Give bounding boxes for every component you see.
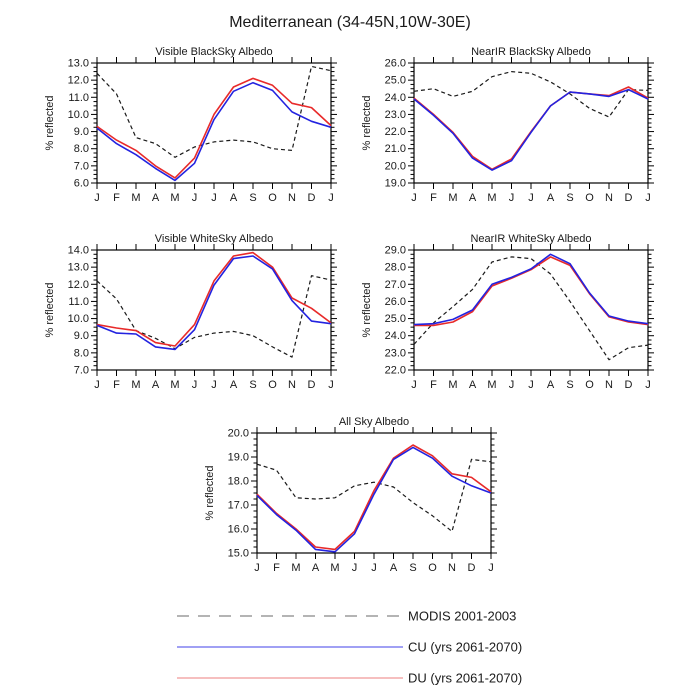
month-axis-label: A <box>229 379 238 391</box>
series-line-du <box>257 445 491 549</box>
chart-title-nearir-blacksky: NearIR BlackSky Albedo <box>471 46 591 58</box>
month-axis-label: M <box>448 379 458 391</box>
month-axis-label: N <box>288 192 296 204</box>
month-axis-label: M <box>131 379 141 391</box>
month-axis-label: J <box>94 192 100 204</box>
month-axis-label: S <box>409 562 417 574</box>
month-axis-label: J <box>191 379 198 391</box>
y-axis-label: % reflected <box>44 282 56 338</box>
y-axis-tick-label: 12.0 <box>67 278 89 291</box>
y-axis-tick-label: 21.0 <box>384 143 406 156</box>
y-axis-tick-label: 7.0 <box>73 364 89 377</box>
y-axis-tick-label: 9.0 <box>73 126 89 139</box>
month-axis-label: J <box>488 562 494 574</box>
month-axis-label: S <box>249 379 257 391</box>
y-axis-tick-label: 20.0 <box>384 160 406 173</box>
month-axis-label: J <box>645 192 651 204</box>
y-axis-tick-label: 14.0 <box>67 244 89 257</box>
month-axis-label: J <box>411 379 417 391</box>
month-axis-label: A <box>468 379 477 391</box>
month-axis-label: S <box>566 192 574 204</box>
y-axis-tick-label: 23.0 <box>384 108 406 121</box>
y-axis-tick-label: 22.0 <box>384 364 406 377</box>
month-axis-label: M <box>291 562 301 574</box>
series-line-modis <box>414 257 648 360</box>
chart-title-allsky: All Sky Albedo <box>338 416 410 428</box>
month-axis-label: O <box>268 379 277 391</box>
month-axis-label: D <box>624 379 633 391</box>
series-line-modis <box>97 276 331 357</box>
month-axis-label: A <box>546 379 555 391</box>
month-axis-label: J <box>328 379 334 391</box>
month-axis-label: A <box>311 562 320 574</box>
month-axis-label: D <box>467 562 476 574</box>
y-axis-tick-label: 26.0 <box>384 295 406 308</box>
legend-line-du <box>177 670 403 686</box>
y-axis-tick-label: 8.0 <box>73 143 89 156</box>
y-axis-tick-label: 11.0 <box>68 295 89 308</box>
month-axis-label: F <box>430 379 437 391</box>
legend-label-modis: MODIS 2001-2003 <box>408 608 517 624</box>
month-axis-label: N <box>605 379 613 391</box>
month-axis-label: F <box>430 192 437 204</box>
y-axis-tick-label: 10.0 <box>67 313 89 326</box>
y-axis-tick-label: 8.0 <box>73 347 89 360</box>
month-axis-label: D <box>307 379 316 391</box>
month-axis-label: A <box>389 562 398 574</box>
y-axis-tick-label: 19.0 <box>384 177 406 190</box>
series-line-cu <box>257 447 491 551</box>
month-axis-label: A <box>151 379 160 391</box>
y-axis-tick-label: 25.0 <box>384 74 406 87</box>
month-axis-label: M <box>448 192 458 204</box>
series-line-cu <box>414 90 648 171</box>
series-line-du <box>97 253 331 346</box>
y-axis-tick-label: 15.0 <box>227 547 249 560</box>
y-axis-tick-label: 20.0 <box>227 427 249 440</box>
month-axis-label: J <box>528 192 534 204</box>
legend-line-cu <box>177 639 403 655</box>
y-axis-tick-label: 24.0 <box>384 330 406 343</box>
month-axis-label: J <box>528 379 534 391</box>
y-axis-label: % reflected <box>361 282 373 338</box>
y-axis-tick-label: 19.0 <box>227 451 249 464</box>
y-axis-tick-label: 11.0 <box>68 91 89 104</box>
month-axis-label: F <box>113 192 120 204</box>
month-axis-label: O <box>428 562 437 574</box>
month-axis-label: J <box>211 379 217 391</box>
month-axis-label: F <box>273 562 280 574</box>
plot-frame <box>97 63 331 183</box>
month-axis-label: J <box>191 192 198 204</box>
y-axis-tick-label: 25.0 <box>384 313 406 326</box>
month-axis-label: N <box>448 562 456 574</box>
month-axis-label: M <box>170 379 180 391</box>
series-line-cu <box>414 254 648 324</box>
month-axis-label: A <box>151 192 160 204</box>
month-axis-label: S <box>566 379 574 391</box>
month-axis-label: F <box>113 379 120 391</box>
y-axis-tick-label: 9.0 <box>73 330 89 343</box>
month-axis-label: J <box>328 192 334 204</box>
y-axis-tick-label: 22.0 <box>384 126 406 139</box>
legend-label-cu: CU (yrs 2061-2070) <box>408 639 523 655</box>
month-axis-label: N <box>605 192 613 204</box>
month-axis-label: J <box>371 562 377 574</box>
month-axis-label: A <box>468 192 477 204</box>
month-axis-label: M <box>330 562 340 574</box>
month-axis-label: J <box>94 379 100 391</box>
month-axis-label: M <box>131 192 141 204</box>
month-axis-label: D <box>307 192 316 204</box>
month-axis-label: M <box>170 192 180 204</box>
month-axis-label: J <box>508 379 515 391</box>
month-axis-label: O <box>585 379 594 391</box>
plot-frame <box>414 63 648 183</box>
month-axis-label: M <box>487 192 497 204</box>
legend-line-modis <box>177 608 403 624</box>
month-axis-label: A <box>229 192 238 204</box>
month-axis-label: D <box>624 192 633 204</box>
y-axis-tick-label: 29.0 <box>384 244 406 257</box>
legend-label-du: DU (yrs 2061-2070) <box>408 670 523 686</box>
month-axis-label: S <box>249 192 257 204</box>
y-axis-tick-label: 13.0 <box>67 57 89 70</box>
month-axis-label: J <box>411 192 417 204</box>
month-axis-label: J <box>351 562 358 574</box>
y-axis-label: % reflected <box>361 95 373 151</box>
y-axis-tick-label: 28.0 <box>384 261 406 274</box>
series-line-cu <box>97 256 331 349</box>
month-axis-label: J <box>211 192 217 204</box>
month-axis-label: O <box>268 192 277 204</box>
y-axis-tick-label: 26.0 <box>384 57 406 70</box>
y-axis-tick-label: 10.0 <box>67 108 89 121</box>
chart-title-visible-blacksky: Visible BlackSky Albedo <box>155 46 273 58</box>
month-axis-label: J <box>645 379 651 391</box>
y-axis-tick-label: 16.0 <box>227 523 249 536</box>
chart-title-nearir-whitesky: NearIR WhiteSky Albedo <box>470 233 592 245</box>
y-axis-label: % reflected <box>204 465 216 521</box>
y-axis-tick-label: 24.0 <box>384 91 406 104</box>
y-axis-tick-label: 18.0 <box>227 475 249 488</box>
month-axis-label: A <box>546 192 555 204</box>
month-axis-label: N <box>288 379 296 391</box>
month-axis-label: J <box>254 562 260 574</box>
month-axis-label: O <box>585 192 594 204</box>
y-axis-tick-label: 7.0 <box>73 160 89 173</box>
y-axis-tick-label: 17.0 <box>227 499 249 512</box>
page-title: Mediterranean (34-45N,10W-30E) <box>229 14 471 31</box>
y-axis-tick-label: 12.0 <box>67 74 89 87</box>
month-axis-label: J <box>508 192 515 204</box>
y-axis-tick-label: 27.0 <box>384 278 406 291</box>
y-axis-tick-label: 13.0 <box>67 261 89 274</box>
y-axis-tick-label: 6.0 <box>73 177 89 190</box>
month-axis-label: M <box>487 379 497 391</box>
series-line-modis <box>97 66 331 157</box>
series-line-du <box>414 257 648 326</box>
plot-frame <box>97 250 331 370</box>
y-axis-tick-label: 23.0 <box>384 347 406 360</box>
y-axis-label: % reflected <box>44 95 56 151</box>
series-line-du <box>414 87 648 169</box>
chart-title-visible-whitesky: Visible WhiteSky Albedo <box>154 233 274 245</box>
